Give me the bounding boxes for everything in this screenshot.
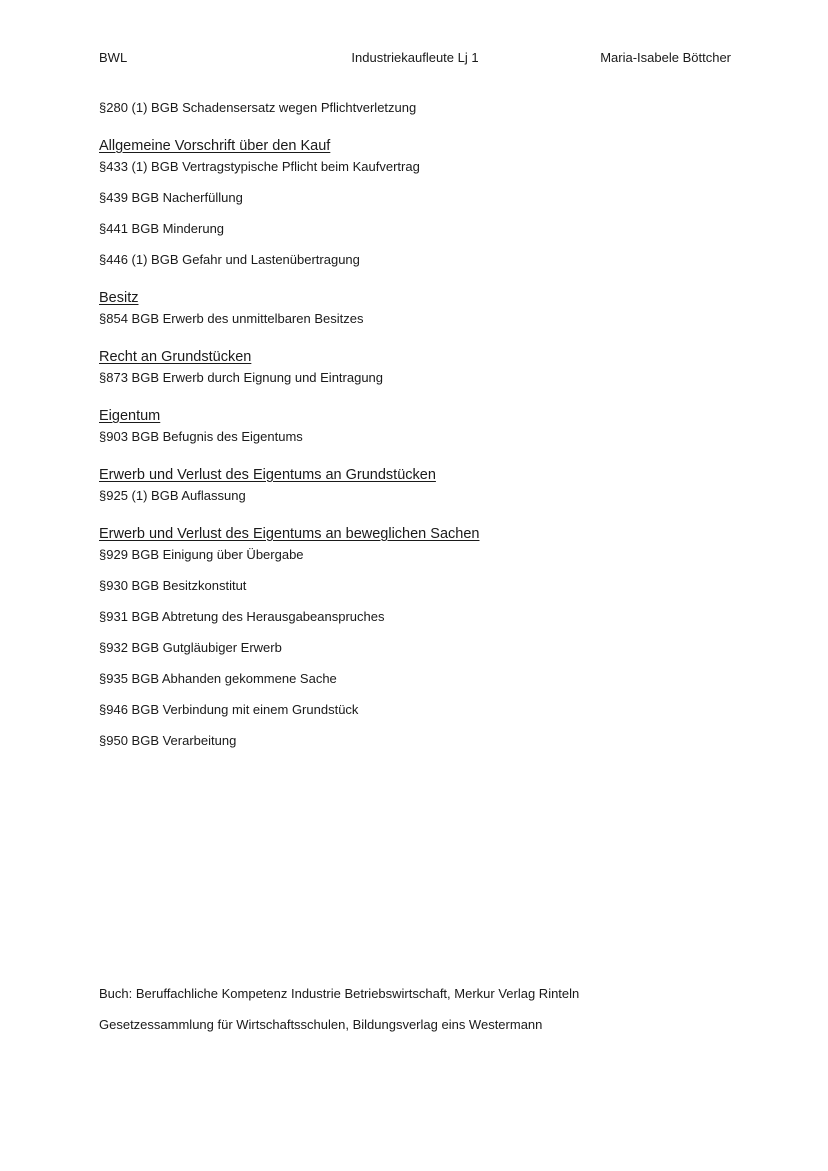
paragraph-item: §929 BGB Einigung über Übergabe: [99, 547, 304, 562]
source-book: Buch: Beruffachliche Kompetenz Industrie Betriebswirtschaft, Merkur Verlag Rinteln: [99, 986, 580, 1001]
paragraph-item: §439 BGB Nacherfüllung: [99, 190, 243, 205]
section-heading: Erwerb und Verlust des Eigentums an Grundstücken: [99, 467, 436, 483]
paragraph-item: §931 BGB Abtretung des Herausgabeanspruches: [99, 609, 385, 624]
paragraph-item: §873 BGB Erwerb durch Eignung und Eintragung: [99, 370, 384, 385]
paragraph-item: §433 (1) BGB Vertragstypische Pflicht beim Kaufvertrag: [99, 159, 420, 174]
paragraph-item: §935 BGB Abhanden gekommene Sache: [99, 671, 337, 686]
document-body: [99, 98, 739, 751]
paragraph-item: §946 BGB Verbindung mit einem Grundstück: [99, 702, 359, 717]
section-heading: Erwerb und Verlust des Eigentums an beweglichen Sachen: [99, 526, 480, 542]
source-law-collection: Gesetzessammlung für Wirtschaftsschulen, Bildungsverlag eins Westermann: [99, 1017, 543, 1032]
paragraph-item: §932 BGB Gutgläubiger Erwerb: [99, 640, 282, 655]
paragraph-item: §854 BGB Erwerb des unmittelbaren Besitzes: [99, 311, 364, 326]
section-heading: Allgemeine Vorschrift über den Kauf: [99, 138, 331, 154]
header-subject: BWL: [99, 50, 128, 65]
paragraph-item: §925 (1) BGB Auflassung: [99, 488, 246, 503]
page-header: [99, 50, 731, 70]
section-heading: Recht an Grundstücken: [99, 349, 252, 365]
section-heading: Besitz: [99, 290, 139, 306]
header-course: Industriekaufleute Lj 1: [351, 50, 479, 65]
paragraph-item: §903 BGB Befugnis des Eigentums: [99, 429, 303, 444]
paragraph-item: §446 (1) BGB Gefahr und Lastenübertragung: [99, 252, 360, 267]
paragraph-item: §930 BGB Besitzkonstitut: [99, 578, 247, 593]
intro-paragraph: §280 (1) BGB Schadensersatz wegen Pflichtverletzung: [99, 100, 417, 115]
paragraph-item: §441 BGB Minderung: [99, 221, 225, 236]
header-author: Maria-Isabele Böttcher: [600, 50, 731, 65]
paragraph-item: §950 BGB Verarbeitung: [99, 733, 237, 748]
sources-footer: [99, 984, 739, 1035]
section-heading: Eigentum: [99, 408, 161, 424]
